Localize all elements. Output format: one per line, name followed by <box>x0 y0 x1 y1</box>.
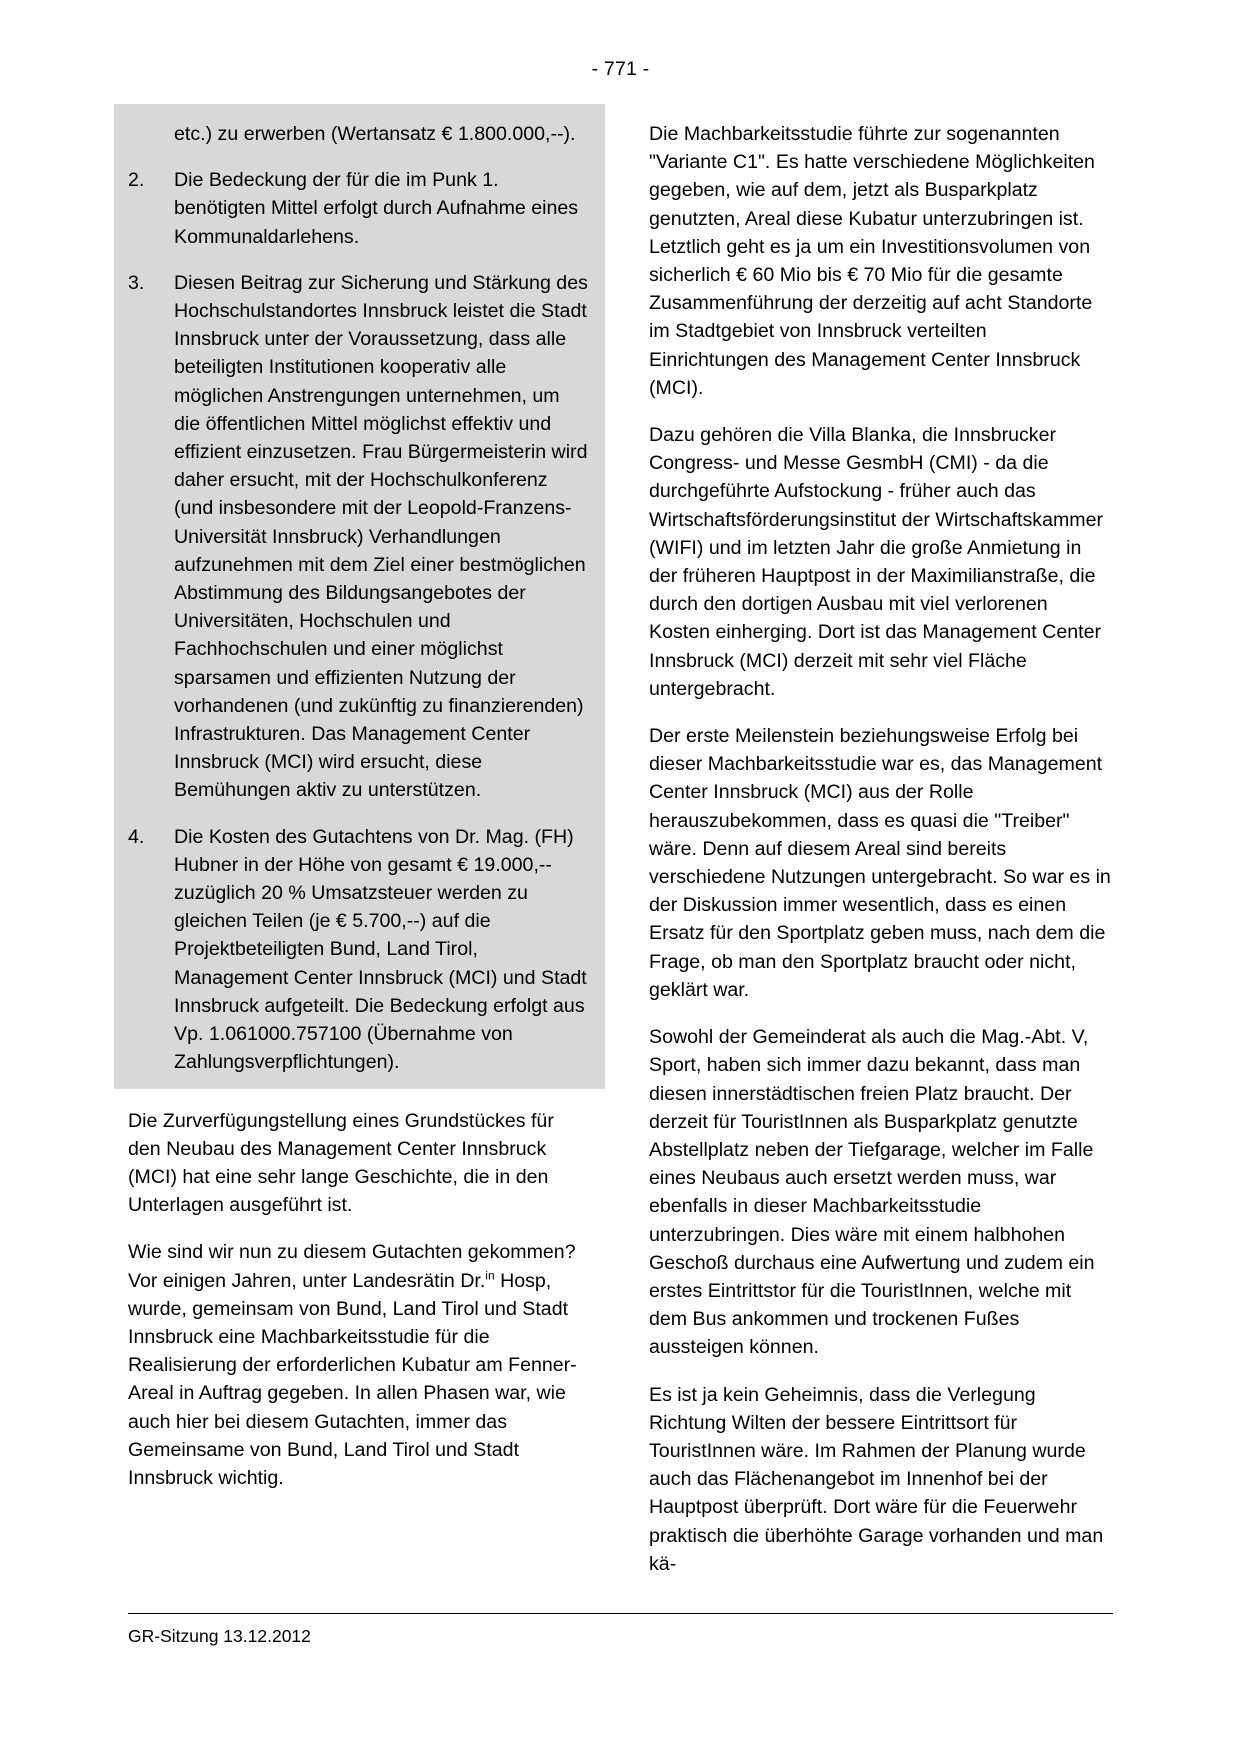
left-column <box>128 120 591 1597</box>
list-item-text: Die Bedeckung der für die im Punk 1. benötigten Mittel erfolgt durch Aufnahme eines Kommunaldarlehens. <box>174 169 579 248</box>
page-number: - 771 - <box>591 58 650 80</box>
list-item-number: 3. <box>128 271 145 294</box>
paragraph-part-before-superscript: Wie sind wir nun zu diesem Gutachten gekommen? Vor einigen Jahren, unter Landesrätin Dr. <box>128 1241 576 1292</box>
list-item <box>128 269 591 805</box>
two-column-body <box>128 120 1113 1597</box>
paragraph-with-superscript <box>128 1238 591 1492</box>
paragraph: Sowohl der Gemeinderat als auch die Mag.-Abt. V, Sport, haben sich immer dazu bekannt, dass man diesen innerstädtischen freien Platz braucht. Der derzeit für TouristInnen als Busparkplatz genutzte Abstellplatz neben der Tiefgarage, welcher im Falle eines Neubaus auch ersetzt werden muss, war ebenfalls in dieser Machbarkeitsstudie unterzubringen. Dies wäre mit einem halbhohen Geschoß durchaus eine Aufwertung und zudem ein erstes Eintrittstor für die TouristInnen, welche mit dem Bus ankommen und trockenen Fußes aussteigen können. <box>649 1026 1095 1359</box>
resolution-lead-in: etc.) zu erwerben (Wertansatz € 1.800.000,--). <box>174 123 576 145</box>
right-column <box>649 120 1111 1597</box>
list-item-text: Die Kosten des Gutachtens von Dr. Mag. (FH) Hubner in der Höhe von gesamt € 19.000,-- zuzüglich 20 % Umsatzsteuer werden zu gleichen Teilen (je € 5.700,--) auf die Projektbeteiligten Bund, Land Tirol, Management Center Innsbruck (MCI) und Stadt Innsbruck aufgeteilt. Die Bedeckung erfolgt aus Vp. 1.061000.757100 (Übernahme von Zahlungsverpflichtungen). <box>174 825 587 1074</box>
paragraph: Es ist ja kein Geheimnis, dass die Verlegung Richtung Wilten der bessere Eintrittsort für TouristInnen wäre. Im Rahmen der Planung wurde auch das Flächenangebot im Innenhof bei der Hauptpost überprüft. Dort wäre für die Feuerwehr praktisch die überhöhte Garage vorhanden und man kä- <box>649 1383 1104 1575</box>
list-item-number: 4. <box>128 825 145 848</box>
footer-label: GR-Sitzung 13.12.2012 <box>128 1626 311 1646</box>
list-item-text: Diesen Beitrag zur Sicherung und Stärkung des Hochschulstandortes Innsbruck leistet die Stadt Innsbruck unter der Voraussetzung, dass alle beteiligten Institutionen kooperativ alle möglichen Anstrengungen unternehmen, um die öffentlichen Mittel möglichst effektiv und effizient einzusetzen. Frau Bürgermeisterin wird daher ersucht, mit der Hochschulkonferenz (und insbesondere mit der Leopold-Franzens-Universität Innsbruck) Verhandlungen aufzunehmen mit dem Ziel einer bestmöglichen Abstimmung des Bildungsangebotes der Universitäten, Hochschulen und Fachhochschulen und einer möglichst sparsamen und effizienten Nutzung der vorhandenen (und zukünftig zu finanzierenden) Infrastrukturen. Das Management Center Innsbruck (MCI) wird ersucht, diese Bemühungen aktiv zu unterstützen. <box>174 271 588 802</box>
resolution-shaded-block <box>114 104 605 1089</box>
superscript-in: in <box>485 1267 495 1282</box>
list-item <box>128 166 591 251</box>
footer-divider <box>128 1613 1113 1614</box>
paragraph: Die Zurverfügungstellung eines Grundstückes für den Neubau des Management Center Innsbruck (MCI) hat eine sehr lange Geschichte, die in den Unterlagen ausgeführt ist. <box>128 1109 554 1217</box>
paragraph: Der erste Meilenstein beziehungsweise Erfolg bei dieser Machbarkeitsstudie war es, das Management Center Innsbruck (MCI) aus der Rolle herauszubekommen, dass es quasi die "Treiber" wäre. Denn auf diesem Areal sind bereits verschiedene Nutzungen untergebracht. So war es in der Diskussion immer wesentlich, dass es einen Ersatz für den Sportplatz geben muss, nach dem die Frage, ob man den Sportplatz braucht oder nicht, geklärt war. <box>649 725 1111 1001</box>
paragraph-part-after-superscript: Hosp, wurde, gemeinsam von Bund, Land Tirol und Stadt Innsbruck eine Machbarkeitsstudie für die Realisierung der erforderlichen Kubatur am Fenner-Areal in Auftrag gegeben. In allen Phasen war, wie auch hier bei diesem Gutachten, immer das Gemeinsame von Bund, Land Tirol und Stadt Innsbruck wichtig. <box>128 1269 577 1489</box>
paragraph: Die Machbarkeitsstudie führte zur sogenannten "Variante C1". Es hatte verschiedene Möglichkeiten gegeben, wie auf dem, jetzt als Busparkplatz genutzten, Areal diese Kubatur unterzubringen ist. Letztlich geht es ja um ein Investitionsvolumen von sicherlich € 60 Mio bis € 70 Mio für die gesamte Zusammenführung der derzeitig auf acht Standorte im Stadtgebiet von Innsbruck verteilten Einrichtungen des Management Center Innsbruck (MCI). <box>649 123 1095 399</box>
list-item <box>128 823 591 1077</box>
paragraph: Dazu gehören die Villa Blanka, die Innsbrucker Congress- und Messe GesmbH (CMI) - da die durchgeführte Aufstockung - früher auch das Wirtschaftsförderungsinstitut der Wirtschaftskammer (WIFI) und im letzten Jahr die große Anmietung in der früheren Hauptpost in der Maximilianstraße, die durch den dortigen Ausbau mit viel verlorenen Kosten einherging. Dort ist das Management Center Innsbruck (MCI) derzeit mit sehr viel Fläche untergebracht. <box>649 424 1104 700</box>
list-item-number: 2. <box>128 169 145 192</box>
